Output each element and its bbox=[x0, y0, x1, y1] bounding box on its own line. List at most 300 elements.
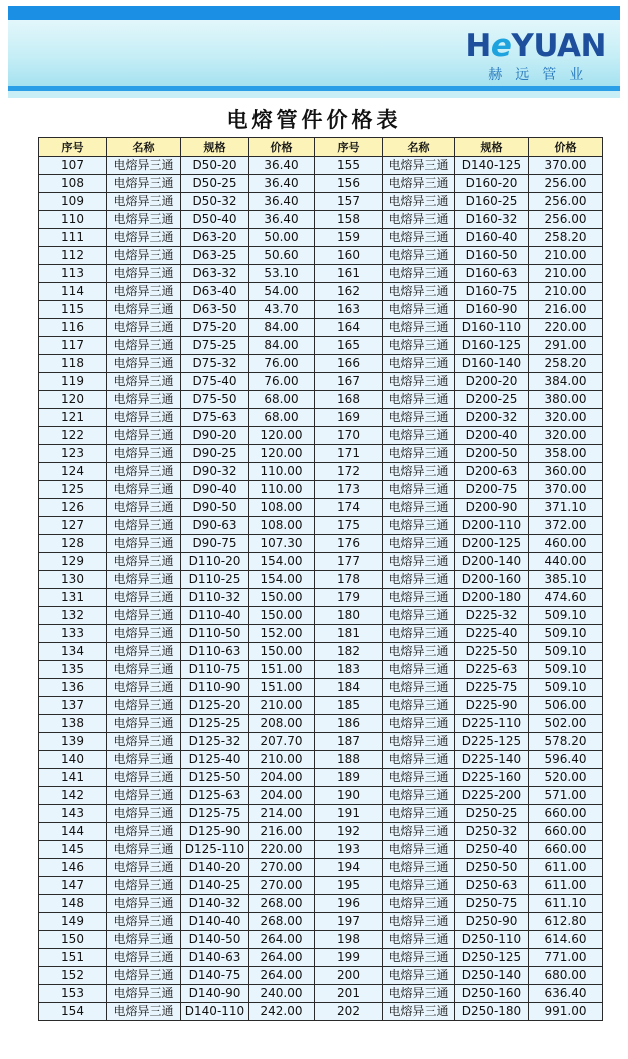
table-row bbox=[39, 301, 603, 319]
row-number-cell: 110 bbox=[39, 211, 107, 229]
item-spec-cell: D225-200 bbox=[455, 787, 529, 805]
table-row bbox=[39, 319, 603, 337]
item-name-cell: 电熔异三通 bbox=[107, 283, 181, 301]
table-row bbox=[39, 157, 603, 175]
item-price-cell: 54.00 bbox=[249, 283, 315, 301]
item-spec-cell: D200-50 bbox=[455, 445, 529, 463]
item-name-cell: 电熔异三通 bbox=[383, 913, 455, 931]
item-spec-cell: D110-50 bbox=[181, 625, 249, 643]
row-number-cell: 187 bbox=[315, 733, 383, 751]
row-number-cell: 111 bbox=[39, 229, 107, 247]
row-number-cell: 138 bbox=[39, 715, 107, 733]
item-name-cell: 电熔异三通 bbox=[107, 355, 181, 373]
item-spec-cell: D250-90 bbox=[455, 913, 529, 931]
item-name-cell: 电熔异三通 bbox=[383, 463, 455, 481]
row-number-cell: 171 bbox=[315, 445, 383, 463]
item-name-cell: 电熔异三通 bbox=[107, 247, 181, 265]
header-band-bottom bbox=[8, 91, 620, 98]
item-spec-cell: D200-75 bbox=[455, 481, 529, 499]
item-spec-cell: D125-110 bbox=[181, 841, 249, 859]
item-spec-cell: D75-50 bbox=[181, 391, 249, 409]
item-name-cell: 电熔异三通 bbox=[383, 229, 455, 247]
row-number-cell: 162 bbox=[315, 283, 383, 301]
item-name-cell: 电熔异三通 bbox=[383, 445, 455, 463]
item-price-cell: 264.00 bbox=[249, 931, 315, 949]
item-spec-cell: D90-32 bbox=[181, 463, 249, 481]
item-spec-cell: D63-32 bbox=[181, 265, 249, 283]
table-row bbox=[39, 211, 603, 229]
item-name-cell: 电熔异三通 bbox=[383, 211, 455, 229]
item-name-cell: 电熔异三通 bbox=[107, 859, 181, 877]
row-number-cell: 136 bbox=[39, 679, 107, 697]
item-price-cell: 509.10 bbox=[529, 607, 603, 625]
row-number-cell: 174 bbox=[315, 499, 383, 517]
row-number-cell: 149 bbox=[39, 913, 107, 931]
item-price-cell: 291.00 bbox=[529, 337, 603, 355]
item-name-cell: 电熔异三通 bbox=[107, 499, 181, 517]
item-name-cell: 电熔异三通 bbox=[383, 607, 455, 625]
header-cell: 规格 bbox=[181, 138, 249, 157]
item-spec-cell: D63-50 bbox=[181, 301, 249, 319]
item-price-cell: 108.00 bbox=[249, 499, 315, 517]
item-name-cell: 电熔异三通 bbox=[107, 715, 181, 733]
item-spec-cell: D140-32 bbox=[181, 895, 249, 913]
item-price-cell: 150.00 bbox=[249, 607, 315, 625]
item-price-cell: 151.00 bbox=[249, 661, 315, 679]
item-spec-cell: D75-32 bbox=[181, 355, 249, 373]
item-price-cell: 110.00 bbox=[249, 481, 315, 499]
item-spec-cell: D225-160 bbox=[455, 769, 529, 787]
item-price-cell: 68.00 bbox=[249, 409, 315, 427]
item-spec-cell: D50-25 bbox=[181, 175, 249, 193]
row-number-cell: 143 bbox=[39, 805, 107, 823]
table-row bbox=[39, 571, 603, 589]
table-row bbox=[39, 517, 603, 535]
item-price-cell: 660.00 bbox=[529, 805, 603, 823]
row-number-cell: 157 bbox=[315, 193, 383, 211]
item-name-cell: 电熔异三通 bbox=[107, 625, 181, 643]
item-spec-cell: D160-125 bbox=[455, 337, 529, 355]
table-row bbox=[39, 985, 603, 1003]
item-price-cell: 50.60 bbox=[249, 247, 315, 265]
item-name-cell: 电熔异三通 bbox=[383, 1003, 455, 1021]
item-spec-cell: D160-50 bbox=[455, 247, 529, 265]
item-spec-cell: D200-32 bbox=[455, 409, 529, 427]
item-price-cell: 611.00 bbox=[529, 877, 603, 895]
item-price-cell: 370.00 bbox=[529, 481, 603, 499]
item-spec-cell: D75-20 bbox=[181, 319, 249, 337]
item-spec-cell: D140-50 bbox=[181, 931, 249, 949]
item-name-cell: 电熔异三通 bbox=[107, 949, 181, 967]
item-price-cell: 36.40 bbox=[249, 175, 315, 193]
item-name-cell: 电熔异三通 bbox=[383, 931, 455, 949]
row-number-cell: 139 bbox=[39, 733, 107, 751]
item-price-cell: 371.10 bbox=[529, 499, 603, 517]
item-price-cell: 268.00 bbox=[249, 895, 315, 913]
item-name-cell: 电熔异三通 bbox=[107, 373, 181, 391]
row-number-cell: 109 bbox=[39, 193, 107, 211]
table-row bbox=[39, 1003, 603, 1021]
item-price-cell: 216.00 bbox=[529, 301, 603, 319]
item-price-cell: 372.00 bbox=[529, 517, 603, 535]
item-spec-cell: D125-63 bbox=[181, 787, 249, 805]
row-number-cell: 113 bbox=[39, 265, 107, 283]
item-price-cell: 207.70 bbox=[249, 733, 315, 751]
item-spec-cell: D160-20 bbox=[455, 175, 529, 193]
row-number-cell: 198 bbox=[315, 931, 383, 949]
item-name-cell: 电熔异三通 bbox=[383, 643, 455, 661]
item-name-cell: 电熔异三通 bbox=[383, 391, 455, 409]
item-price-cell: 208.00 bbox=[249, 715, 315, 733]
row-number-cell: 183 bbox=[315, 661, 383, 679]
table-row bbox=[39, 823, 603, 841]
item-spec-cell: D250-160 bbox=[455, 985, 529, 1003]
item-spec-cell: D250-25 bbox=[455, 805, 529, 823]
item-name-cell: 电熔异三通 bbox=[107, 409, 181, 427]
item-spec-cell: D200-25 bbox=[455, 391, 529, 409]
item-price-cell: 107.30 bbox=[249, 535, 315, 553]
row-number-cell: 124 bbox=[39, 463, 107, 481]
item-price-cell: 270.00 bbox=[249, 859, 315, 877]
item-spec-cell: D125-32 bbox=[181, 733, 249, 751]
item-name-cell: 电熔异三通 bbox=[383, 589, 455, 607]
table-row bbox=[39, 895, 603, 913]
item-name-cell: 电熔异三通 bbox=[383, 301, 455, 319]
row-number-cell: 137 bbox=[39, 697, 107, 715]
header-cell: 序号 bbox=[39, 138, 107, 157]
row-number-cell: 108 bbox=[39, 175, 107, 193]
header-cell: 价格 bbox=[529, 138, 603, 157]
item-name-cell: 电熔异三通 bbox=[383, 265, 455, 283]
item-price-cell: 256.00 bbox=[529, 175, 603, 193]
table-row bbox=[39, 697, 603, 715]
item-price-cell: 611.10 bbox=[529, 895, 603, 913]
item-spec-cell: D200-140 bbox=[455, 553, 529, 571]
table-row bbox=[39, 913, 603, 931]
row-number-cell: 121 bbox=[39, 409, 107, 427]
item-spec-cell: D200-40 bbox=[455, 427, 529, 445]
item-price-cell: 36.40 bbox=[249, 211, 315, 229]
row-number-cell: 133 bbox=[39, 625, 107, 643]
table-row bbox=[39, 643, 603, 661]
row-number-cell: 114 bbox=[39, 283, 107, 301]
item-name-cell: 电熔异三通 bbox=[107, 571, 181, 589]
item-name-cell: 电熔异三通 bbox=[383, 373, 455, 391]
item-name-cell: 电熔异三通 bbox=[383, 535, 455, 553]
item-name-cell: 电熔异三通 bbox=[107, 175, 181, 193]
row-number-cell: 173 bbox=[315, 481, 383, 499]
table-row bbox=[39, 229, 603, 247]
row-number-cell: 185 bbox=[315, 697, 383, 715]
item-price-cell: 614.60 bbox=[529, 931, 603, 949]
row-number-cell: 169 bbox=[315, 409, 383, 427]
item-name-cell: 电熔异三通 bbox=[383, 193, 455, 211]
item-name-cell: 电熔异三通 bbox=[107, 535, 181, 553]
row-number-cell: 189 bbox=[315, 769, 383, 787]
item-spec-cell: D63-40 bbox=[181, 283, 249, 301]
item-name-cell: 电熔异三通 bbox=[383, 319, 455, 337]
row-number-cell: 128 bbox=[39, 535, 107, 553]
item-price-cell: 509.10 bbox=[529, 679, 603, 697]
row-number-cell: 165 bbox=[315, 337, 383, 355]
item-spec-cell: D110-20 bbox=[181, 553, 249, 571]
item-spec-cell: D225-140 bbox=[455, 751, 529, 769]
item-spec-cell: D90-75 bbox=[181, 535, 249, 553]
table-row bbox=[39, 409, 603, 427]
row-number-cell: 158 bbox=[315, 211, 383, 229]
row-number-cell: 176 bbox=[315, 535, 383, 553]
item-name-cell: 电熔异三通 bbox=[383, 517, 455, 535]
row-number-cell: 201 bbox=[315, 985, 383, 1003]
row-number-cell: 168 bbox=[315, 391, 383, 409]
item-spec-cell: D250-110 bbox=[455, 931, 529, 949]
item-name-cell: 电熔异三通 bbox=[107, 913, 181, 931]
row-number-cell: 132 bbox=[39, 607, 107, 625]
item-price-cell: 84.00 bbox=[249, 319, 315, 337]
item-spec-cell: D160-40 bbox=[455, 229, 529, 247]
table-row bbox=[39, 625, 603, 643]
item-spec-cell: D200-180 bbox=[455, 589, 529, 607]
table-row bbox=[39, 355, 603, 373]
item-price-cell: 76.00 bbox=[249, 373, 315, 391]
item-spec-cell: D225-75 bbox=[455, 679, 529, 697]
item-spec-cell: D75-40 bbox=[181, 373, 249, 391]
item-price-cell: 771.00 bbox=[529, 949, 603, 967]
item-spec-cell: D250-75 bbox=[455, 895, 529, 913]
item-name-cell: 电熔异三通 bbox=[383, 715, 455, 733]
item-price-cell: 256.00 bbox=[529, 211, 603, 229]
row-number-cell: 166 bbox=[315, 355, 383, 373]
item-spec-cell: D250-32 bbox=[455, 823, 529, 841]
item-price-cell: 36.40 bbox=[249, 157, 315, 175]
item-price-cell: 214.00 bbox=[249, 805, 315, 823]
item-price-cell: 154.00 bbox=[249, 571, 315, 589]
item-price-cell: 578.20 bbox=[529, 733, 603, 751]
item-price-cell: 660.00 bbox=[529, 823, 603, 841]
item-name-cell: 电熔异三通 bbox=[107, 823, 181, 841]
item-price-cell: 270.00 bbox=[249, 877, 315, 895]
table-row bbox=[39, 553, 603, 571]
item-price-cell: 240.00 bbox=[249, 985, 315, 1003]
item-spec-cell: D225-110 bbox=[455, 715, 529, 733]
item-price-cell: 509.10 bbox=[529, 625, 603, 643]
row-number-cell: 140 bbox=[39, 751, 107, 769]
table-row bbox=[39, 805, 603, 823]
item-spec-cell: D110-75 bbox=[181, 661, 249, 679]
row-number-cell: 126 bbox=[39, 499, 107, 517]
row-number-cell: 163 bbox=[315, 301, 383, 319]
item-name-cell: 电熔异三通 bbox=[107, 427, 181, 445]
item-spec-cell: D63-25 bbox=[181, 247, 249, 265]
item-name-cell: 电熔异三通 bbox=[107, 805, 181, 823]
item-spec-cell: D125-25 bbox=[181, 715, 249, 733]
item-name-cell: 电熔异三通 bbox=[107, 877, 181, 895]
item-spec-cell: D75-25 bbox=[181, 337, 249, 355]
item-price-cell: 210.00 bbox=[249, 751, 315, 769]
item-price-cell: 360.00 bbox=[529, 463, 603, 481]
row-number-cell: 177 bbox=[315, 553, 383, 571]
item-price-cell: 611.00 bbox=[529, 859, 603, 877]
item-spec-cell: D50-40 bbox=[181, 211, 249, 229]
item-price-cell: 520.00 bbox=[529, 769, 603, 787]
table-row bbox=[39, 427, 603, 445]
row-number-cell: 135 bbox=[39, 661, 107, 679]
row-number-cell: 184 bbox=[315, 679, 383, 697]
item-price-cell: 264.00 bbox=[249, 967, 315, 985]
item-name-cell: 电熔异三通 bbox=[107, 697, 181, 715]
item-name-cell: 电熔异三通 bbox=[107, 229, 181, 247]
table-row bbox=[39, 265, 603, 283]
item-name-cell: 电熔异三通 bbox=[383, 679, 455, 697]
row-number-cell: 116 bbox=[39, 319, 107, 337]
item-spec-cell: D225-63 bbox=[455, 661, 529, 679]
row-number-cell: 170 bbox=[315, 427, 383, 445]
table-row bbox=[39, 769, 603, 787]
row-number-cell: 192 bbox=[315, 823, 383, 841]
item-spec-cell: D160-140 bbox=[455, 355, 529, 373]
item-spec-cell: D140-20 bbox=[181, 859, 249, 877]
item-price-cell: 502.00 bbox=[529, 715, 603, 733]
item-name-cell: 电熔异三通 bbox=[383, 787, 455, 805]
item-name-cell: 电熔异三通 bbox=[107, 211, 181, 229]
row-number-cell: 107 bbox=[39, 157, 107, 175]
item-name-cell: 电熔异三通 bbox=[107, 481, 181, 499]
item-spec-cell: D250-125 bbox=[455, 949, 529, 967]
item-spec-cell: D125-75 bbox=[181, 805, 249, 823]
item-price-cell: 320.00 bbox=[529, 427, 603, 445]
item-price-cell: 68.00 bbox=[249, 391, 315, 409]
item-name-cell: 电熔异三通 bbox=[107, 301, 181, 319]
item-spec-cell: D200-20 bbox=[455, 373, 529, 391]
header-cell: 价格 bbox=[249, 138, 315, 157]
table-row bbox=[39, 247, 603, 265]
item-spec-cell: D125-90 bbox=[181, 823, 249, 841]
table-row bbox=[39, 373, 603, 391]
item-name-cell: 电熔异三通 bbox=[383, 841, 455, 859]
item-name-cell: 电熔异三通 bbox=[107, 445, 181, 463]
table-row bbox=[39, 589, 603, 607]
item-name-cell: 电熔异三通 bbox=[383, 283, 455, 301]
row-number-cell: 148 bbox=[39, 895, 107, 913]
item-price-cell: 380.00 bbox=[529, 391, 603, 409]
item-price-cell: 596.40 bbox=[529, 751, 603, 769]
row-number-cell: 129 bbox=[39, 553, 107, 571]
item-spec-cell: D140-125 bbox=[455, 157, 529, 175]
table-row bbox=[39, 445, 603, 463]
item-name-cell: 电熔异三通 bbox=[107, 643, 181, 661]
item-name-cell: 电熔异三通 bbox=[107, 193, 181, 211]
item-name-cell: 电熔异三通 bbox=[383, 625, 455, 643]
item-price-cell: 474.60 bbox=[529, 589, 603, 607]
table-row bbox=[39, 535, 603, 553]
item-price-cell: 636.40 bbox=[529, 985, 603, 1003]
item-spec-cell: D200-125 bbox=[455, 535, 529, 553]
table-row bbox=[39, 841, 603, 859]
item-name-cell: 电熔异三通 bbox=[107, 265, 181, 283]
item-name-cell: 电熔异三通 bbox=[107, 517, 181, 535]
item-spec-cell: D140-63 bbox=[181, 949, 249, 967]
item-spec-cell: D110-63 bbox=[181, 643, 249, 661]
item-spec-cell: D63-20 bbox=[181, 229, 249, 247]
item-name-cell: 电熔异三通 bbox=[383, 247, 455, 265]
item-price-cell: 151.00 bbox=[249, 679, 315, 697]
item-name-cell: 电熔异三通 bbox=[107, 967, 181, 985]
item-spec-cell: D110-90 bbox=[181, 679, 249, 697]
item-price-cell: 216.00 bbox=[249, 823, 315, 841]
item-spec-cell: D110-25 bbox=[181, 571, 249, 589]
row-number-cell: 181 bbox=[315, 625, 383, 643]
item-price-cell: 43.70 bbox=[249, 301, 315, 319]
item-price-cell: 264.00 bbox=[249, 949, 315, 967]
row-number-cell: 196 bbox=[315, 895, 383, 913]
item-price-cell: 242.00 bbox=[249, 1003, 315, 1021]
item-spec-cell: D160-90 bbox=[455, 301, 529, 319]
header-cell: 名称 bbox=[383, 138, 455, 157]
row-number-cell: 195 bbox=[315, 877, 383, 895]
item-name-cell: 电熔异三通 bbox=[383, 499, 455, 517]
item-name-cell: 电熔异三通 bbox=[107, 769, 181, 787]
item-price-cell: 258.20 bbox=[529, 229, 603, 247]
item-price-cell: 210.00 bbox=[529, 265, 603, 283]
item-spec-cell: D75-63 bbox=[181, 409, 249, 427]
item-price-cell: 110.00 bbox=[249, 463, 315, 481]
brand-logo bbox=[465, 30, 606, 84]
row-number-cell: 125 bbox=[39, 481, 107, 499]
row-number-cell: 191 bbox=[315, 805, 383, 823]
row-number-cell: 141 bbox=[39, 769, 107, 787]
row-number-cell: 190 bbox=[315, 787, 383, 805]
item-price-cell: 120.00 bbox=[249, 445, 315, 463]
row-number-cell: 182 bbox=[315, 643, 383, 661]
table-row bbox=[39, 877, 603, 895]
item-spec-cell: D200-63 bbox=[455, 463, 529, 481]
table-row bbox=[39, 481, 603, 499]
row-number-cell: 115 bbox=[39, 301, 107, 319]
item-name-cell: 电熔异三通 bbox=[383, 553, 455, 571]
item-price-cell: 571.00 bbox=[529, 787, 603, 805]
row-number-cell: 193 bbox=[315, 841, 383, 859]
row-number-cell: 175 bbox=[315, 517, 383, 535]
table-row bbox=[39, 175, 603, 193]
row-number-cell: 117 bbox=[39, 337, 107, 355]
item-name-cell: 电熔异三通 bbox=[107, 733, 181, 751]
logo-letters-yuan: YUAN bbox=[511, 28, 606, 64]
item-price-cell: 509.10 bbox=[529, 661, 603, 679]
header-cell: 序号 bbox=[315, 138, 383, 157]
item-spec-cell: D160-63 bbox=[455, 265, 529, 283]
row-number-cell: 152 bbox=[39, 967, 107, 985]
item-price-cell: 220.00 bbox=[249, 841, 315, 859]
item-price-cell: 210.00 bbox=[529, 283, 603, 301]
table-row bbox=[39, 661, 603, 679]
row-number-cell: 180 bbox=[315, 607, 383, 625]
item-name-cell: 电熔异三通 bbox=[383, 409, 455, 427]
row-number-cell: 155 bbox=[315, 157, 383, 175]
table-row bbox=[39, 463, 603, 481]
item-spec-cell: D90-50 bbox=[181, 499, 249, 517]
row-number-cell: 144 bbox=[39, 823, 107, 841]
item-name-cell: 电熔异三通 bbox=[107, 337, 181, 355]
row-number-cell: 150 bbox=[39, 931, 107, 949]
table-row bbox=[39, 499, 603, 517]
row-number-cell: 146 bbox=[39, 859, 107, 877]
header-cell: 名称 bbox=[107, 138, 181, 157]
item-price-cell: 268.00 bbox=[249, 913, 315, 931]
item-name-cell: 电熔异三通 bbox=[383, 769, 455, 787]
item-spec-cell: D140-75 bbox=[181, 967, 249, 985]
item-price-cell: 210.00 bbox=[529, 247, 603, 265]
row-number-cell: 154 bbox=[39, 1003, 107, 1021]
